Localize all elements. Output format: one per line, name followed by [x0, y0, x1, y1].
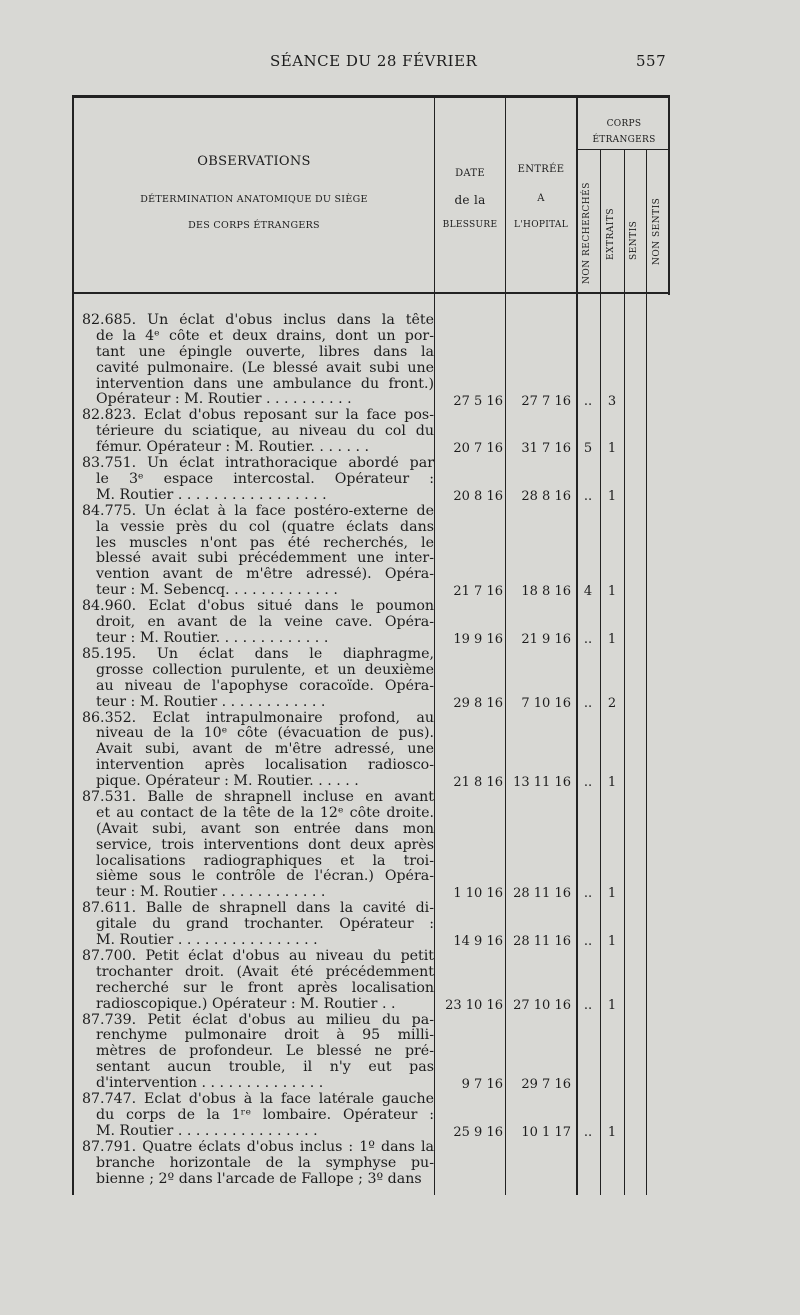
table-top-rule — [72, 95, 670, 98]
observation-entry — [82, 790, 434, 901]
observation-entry — [82, 504, 434, 599]
observation-entry — [82, 456, 434, 504]
observation-entry — [82, 901, 434, 949]
entry-line: térieure du sciatique, au niveau du col du — [96, 424, 434, 440]
entry-line: radioscopique.) Opérateur : M. Routier . . — [96, 996, 396, 1012]
date-cell: 21 8 16 — [453, 775, 503, 791]
date-cell: 14 9 16 — [453, 934, 503, 950]
corps-sub-rule — [577, 149, 670, 150]
entree-cell: 21 9 16 — [521, 632, 571, 647]
entry-line: (Avait subi, avant son entrée dans mon — [96, 821, 434, 837]
entry-line: de la 4ᵉ côte et deux drains, dont un por- — [96, 328, 434, 344]
date-cell: 20 8 16 — [453, 488, 503, 504]
non-recherches-cell: .. — [583, 934, 593, 950]
table-left-rule — [72, 95, 74, 1195]
entry-line: renchyme pulmonaire droit à 95 milli- — [96, 1028, 434, 1044]
entry-line: le 3ᵉ espace intercostal. Opérateur : — [96, 471, 434, 487]
extraits-cell: 1 — [607, 1124, 617, 1140]
entree-cell: 28 8 16 — [521, 488, 571, 504]
header-bottom-rule — [72, 292, 670, 294]
entree-heading-3: L'HOPITAL — [514, 220, 568, 230]
extraits-cell: 1 — [607, 934, 617, 950]
date-cell: 25 9 16 — [453, 1124, 503, 1140]
entry-line: 82.823. Eclat d'obus reposant sur la face pos- — [82, 408, 434, 424]
col-rule-extraits — [600, 150, 601, 1195]
entry-line: teur : M. Routier. . . . . . . . . . . . . — [96, 630, 329, 646]
extraits-heading: EXTRAITS — [606, 208, 616, 260]
observations-subheading-2: DES CORPS ÉTRANGERS — [188, 220, 320, 231]
date-cell: 19 9 16 — [453, 632, 503, 647]
entry-line: du corps de la 1ʳᵉ lombaire. Opérateur : — [96, 1107, 434, 1123]
extraits-cell: 1 — [607, 441, 617, 457]
entry-line: 85.195. Un éclat dans le diaphragme, — [82, 646, 434, 662]
entry-line: teur : M. Routier . . . . . . . . . . . . — [96, 885, 326, 901]
entry-line: pique. Opérateur : M. Routier. . . . . . — [96, 774, 359, 790]
date-cell: 29 8 16 — [453, 695, 503, 711]
corps-heading-2: ÉTRANGERS — [592, 135, 656, 145]
entry-line: vention avant de m'être adressé). Opéra- — [96, 567, 434, 583]
non-recherches-heading: NON RECHERCHÉS — [582, 182, 592, 284]
observation-entry — [82, 949, 434, 1013]
observations-subheading-1: DÉTERMINATION ANATOMIQUE DU SIÈGE — [140, 194, 368, 205]
entry-line: intervention après localisation radiosco- — [96, 758, 434, 774]
entry-line: la vessie près du col (quatre éclats dans — [96, 519, 434, 535]
non-recherches-cell: .. — [583, 775, 593, 791]
extraits-cell: 1 — [607, 997, 617, 1013]
extraits-cell: 1 — [607, 584, 617, 600]
entry-line: Opérateur : M. Routier . . . . . . . . . . — [96, 392, 352, 408]
col-rule-entree — [505, 95, 506, 1195]
entry-line: branche horizontale de la symphyse pu- — [96, 1155, 434, 1171]
extraits-cell: 2 — [607, 695, 617, 711]
entry-line: bienne ; 2º dans l'arcade de Fallope ; 3º dans — [96, 1171, 422, 1187]
non-recherches-cell: .. — [583, 997, 593, 1013]
entry-line: intervention dans une ambulance du front.) — [96, 376, 434, 392]
date-heading-1: DATE — [455, 168, 485, 179]
observation-entry — [82, 711, 434, 790]
entry-line: et au contact de la tête de la 12ᵉ côte droite. — [96, 805, 434, 821]
extraits-cell: 1 — [607, 775, 617, 791]
non-recherches-cell: .. — [583, 393, 593, 409]
non-recherches-cell: .. — [583, 1124, 593, 1140]
entree-cell: 7 10 16 — [521, 695, 571, 711]
entree-cell: 29 7 16 — [521, 1077, 571, 1093]
entry-line: trochanter droit. (Avait été précédemment — [96, 964, 434, 980]
col-rule-non-sentis — [646, 150, 647, 1195]
observation-entry — [82, 1092, 434, 1140]
entry-line: fémur. Opérateur : M. Routier. . . . . . . — [96, 440, 370, 456]
extraits-cell: 1 — [607, 488, 617, 504]
extraits-cell: 1 — [607, 886, 617, 902]
non-recherches-cell: .. — [583, 886, 593, 902]
entree-cell: 31 7 16 — [521, 441, 571, 457]
entry-line: 87.700. Petit éclat d'obus au niveau du petit — [82, 949, 434, 964]
non-recherches-cell: 4 — [583, 584, 593, 600]
corps-heading-1: CORPS — [606, 119, 642, 129]
entry-line: les muscles n'ont pas été recherchés, le — [96, 535, 434, 551]
entree-cell: 27 7 16 — [521, 393, 571, 409]
entry-line: sième sous le contrôle de l'écran.) Opéra- — [96, 869, 434, 885]
observation-entry — [82, 599, 434, 647]
entry-line: cavité pulmonaire. (Le blessé avait subi une — [96, 360, 434, 376]
sentis-heading: SENTIS — [629, 220, 639, 260]
date-cell: 23 10 16 — [445, 997, 503, 1013]
entry-line: 87.791. Quatre éclats d'obus inclus : 1º dans la — [82, 1139, 434, 1155]
date-cell: 20 7 16 — [453, 441, 503, 457]
entry-line: mètres de profondeur. Le blessé ne pré- — [96, 1044, 434, 1060]
entry-line: 86.352. Eclat intrapulmonaire profond, au — [82, 710, 434, 726]
entry-line: 87.739. Petit éclat d'obus au milieu du pa- — [82, 1012, 434, 1028]
entry-line: grosse collection purulente, et un deuxième — [96, 662, 434, 678]
entry-line: teur : M. Routier . . . . . . . . . . . . — [96, 694, 326, 710]
non-recherches-cell: .. — [583, 488, 593, 504]
entree-cell: 18 8 16 — [521, 584, 571, 600]
observation-entry — [82, 1140, 434, 1188]
col-rule-sentis — [624, 150, 625, 1195]
entree-heading-1: ENTRÉE — [517, 164, 565, 175]
col-rule-date — [434, 95, 435, 1195]
entry-line: M. Routier . . . . . . . . . . . . . . . . . — [96, 487, 327, 503]
extraits-cell: 1 — [607, 632, 617, 647]
entry-line: 87.747. Eclat d'obus à la face latérale gauche — [82, 1092, 434, 1108]
entry-line: 87.531. Balle de shrapnell incluse en avant — [82, 790, 434, 805]
entry-line: d'intervention . . . . . . . . . . . . . . — [96, 1076, 324, 1092]
entree-heading-2: A — [537, 193, 545, 204]
date-cell: 9 7 16 — [461, 1077, 503, 1093]
running-header: SÉANCE DU 28 FÉVRIER — [270, 52, 478, 70]
entree-cell: 28 11 16 — [513, 886, 571, 902]
observation-entry — [82, 313, 434, 408]
entry-line: M. Routier . . . . . . . . . . . . . . . . — [96, 1123, 318, 1139]
observations-heading: OBSERVATIONS — [197, 154, 311, 169]
entry-line: droit, en avant de la veine cave. Opéra- — [96, 615, 434, 631]
observation-entry — [82, 647, 434, 711]
entry-line: niveau de la 10ᵉ côte (évacuation de pus). — [96, 726, 434, 742]
date-heading-3: BLESSURE — [442, 220, 498, 230]
entry-line: 83.751. Un éclat intrathoracique abordé par — [82, 456, 434, 472]
date-cell: 21 7 16 — [453, 584, 503, 600]
entry-line: M. Routier . . . . . . . . . . . . . . . . — [96, 933, 318, 949]
entry-line: 84.775. Un éclat à la face postéro-externe de — [82, 503, 434, 519]
entry-line: Avait subi, avant de m'être adressé, une — [96, 742, 434, 758]
entree-cell: 10 1 17 — [521, 1124, 571, 1140]
page-number: 557 — [636, 52, 667, 70]
entry-line: 82.685. Un éclat d'obus inclus dans la tête — [82, 313, 434, 328]
entry-line: au niveau de l'apophyse coracoïde. Opéra- — [96, 678, 434, 694]
entry-line: gitale du grand trochanter. Opérateur : — [96, 917, 434, 933]
extraits-cell: 3 — [607, 393, 617, 409]
non-recherches-cell: 5 — [583, 441, 593, 457]
observation-entry — [82, 408, 434, 456]
entry-line: 84.960. Eclat d'obus situé dans le poumon — [82, 599, 434, 615]
entry-line: localisations radiographiques et la troi- — [96, 853, 434, 869]
entry-line: tant une épingle ouverte, libres dans la — [96, 344, 434, 360]
entry-line: 87.611. Balle de shrapnell dans la cavité di- — [82, 901, 434, 917]
non-recherches-cell: .. — [583, 632, 593, 647]
date-cell: 1 10 16 — [453, 886, 503, 902]
entree-cell: 13 11 16 — [513, 775, 571, 791]
entry-line: recherché sur le front après localisation — [96, 980, 434, 996]
date-cell: 27 5 16 — [453, 393, 503, 409]
observation-entry — [82, 1013, 434, 1092]
entry-line: service, trois interventions dont deux après — [96, 837, 434, 853]
entree-cell: 27 10 16 — [513, 997, 571, 1013]
date-heading-2: de la — [454, 193, 486, 207]
entry-line: teur : M. Sebencq. . . . . . . . . . . . . — [96, 583, 338, 599]
entry-line: sentant aucun trouble, il n'y eut pas — [96, 1060, 434, 1076]
non-sentis-heading: NON SENTIS — [652, 197, 662, 265]
non-recherches-cell: .. — [583, 695, 593, 711]
entree-cell: 28 11 16 — [513, 934, 571, 950]
entry-line: blessé avait subi précédemment une inter- — [96, 551, 434, 567]
